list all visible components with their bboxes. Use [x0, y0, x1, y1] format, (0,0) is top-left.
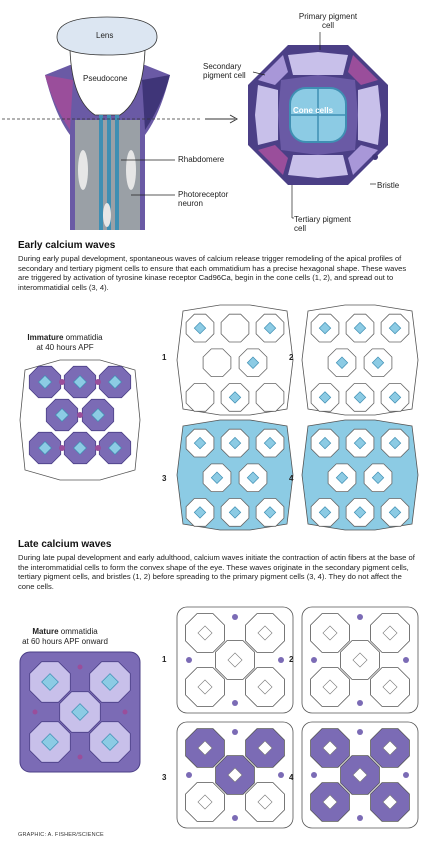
- bristle-cell: [311, 657, 317, 663]
- bristle-cell: [186, 657, 192, 663]
- bristle-cell: [33, 710, 38, 715]
- early-panel-3: [175, 420, 295, 530]
- bristle-cell: [232, 815, 238, 821]
- bristle-cell: [311, 772, 317, 778]
- secondary-label: Secondary pigment cell: [203, 62, 246, 80]
- early-caption-bold: Immature: [27, 333, 64, 342]
- pseudocone-label: Pseudocone: [83, 74, 128, 83]
- ommatidium-cell: [256, 384, 284, 412]
- bristle-cell: [357, 700, 363, 706]
- ommatidium-cell: [203, 349, 231, 377]
- primary-label: Primary pigment cell: [298, 12, 358, 30]
- cone-cells-label: Cone cells: [293, 106, 334, 115]
- bristle-cell: [357, 815, 363, 821]
- tertiary-cell: [95, 379, 101, 385]
- early-panel-3-number: 3: [162, 474, 167, 483]
- bristle-cell: [232, 614, 238, 620]
- tertiary-cell: [95, 445, 101, 451]
- early-body: During early pupal development, spontaneous waves of calcium release trigger remodeling of the apical profiles of secondary and tertiary pigment cells to ensure that each ommatidium has a precise hexagonal shape. These waves are triggered by activation of tyrosine kinase receptor Cad96Ca, begin in the cone cells (1, 2), and spread out to interommatidial cells (3, 4).: [18, 254, 407, 292]
- early-panel-2-number: 2: [289, 353, 294, 362]
- tertiary-cell: [77, 412, 83, 418]
- early-panel-4-number: 4: [289, 474, 294, 483]
- bristle-cell: [232, 729, 238, 735]
- bristle-cell: [403, 657, 409, 663]
- bristle-cell: [278, 657, 284, 663]
- early-panel-4: [300, 420, 420, 530]
- tertiary-cell: [59, 379, 65, 385]
- late-panel-4-number: 4: [289, 773, 294, 782]
- late-panel-2: [300, 605, 420, 715]
- late-caption-bold: Mature: [32, 627, 59, 636]
- early-caption: [10, 333, 120, 353]
- credit: GRAPHIC: A. FISHER/SCIENCE: [18, 832, 104, 838]
- photoreceptor-label: Photoreceptor neuron: [178, 190, 229, 208]
- bristle-cell: [78, 665, 83, 670]
- ommatidium-cell: [186, 384, 214, 412]
- bristle-cell: [357, 729, 363, 735]
- bristle-cell: [403, 772, 409, 778]
- mature-ommatidia-diagram: [20, 652, 140, 772]
- bristle-cell: [232, 700, 238, 706]
- late-caption: [10, 627, 120, 647]
- bristle-label: Bristle: [377, 181, 400, 190]
- late-panel-3-number: 3: [162, 773, 167, 782]
- early-panel-1-number: 1: [162, 353, 167, 362]
- early-caption-rest: ommatidia: [63, 333, 103, 342]
- late-caption-rest: ommatidia: [58, 627, 98, 636]
- late-panel-4: [300, 720, 420, 830]
- tertiary-cell: [59, 445, 65, 451]
- bristle-cell: [357, 614, 363, 620]
- immature-ommatidia-diagram: [20, 360, 140, 480]
- rhabdomere-label: Rhabdomere: [178, 155, 225, 164]
- bristle-cell: [278, 772, 284, 778]
- ommatidium-cell: [221, 314, 249, 342]
- top-view-leaders: [0, 0, 431, 240]
- early-heading: Early calcium waves: [18, 240, 116, 251]
- bristle-cell: [123, 710, 128, 715]
- bristle-cell: [186, 772, 192, 778]
- early-panel-1: [175, 305, 295, 415]
- late-caption-line2: at 60 hours APF onward: [22, 637, 108, 646]
- late-panel-3: [175, 720, 295, 830]
- bristle-cell: [78, 755, 83, 760]
- early-caption-line2: at 40 hours APF: [36, 343, 94, 352]
- late-panel-1-number: 1: [162, 655, 167, 664]
- late-panel-2-number: 2: [289, 655, 294, 664]
- tertiary-label: Tertiary pigment cell: [294, 215, 351, 233]
- lens-label: Lens: [96, 31, 114, 40]
- late-heading: Late calcium waves: [18, 539, 112, 550]
- early-panel-2: [300, 305, 420, 415]
- late-body: During late pupal development and early adulthood, calcium waves initiate the contraction of actin fibers at the base of the interommatidial cells to form the convex shape of the eye. These waves originate in the secondary pigment cells, tertiary pigment cells, and bristles (1, 2) before spreading to the primary pigment cells (3, 4). They do not affect the cone cells.: [18, 553, 415, 591]
- late-panel-1: [175, 605, 295, 715]
